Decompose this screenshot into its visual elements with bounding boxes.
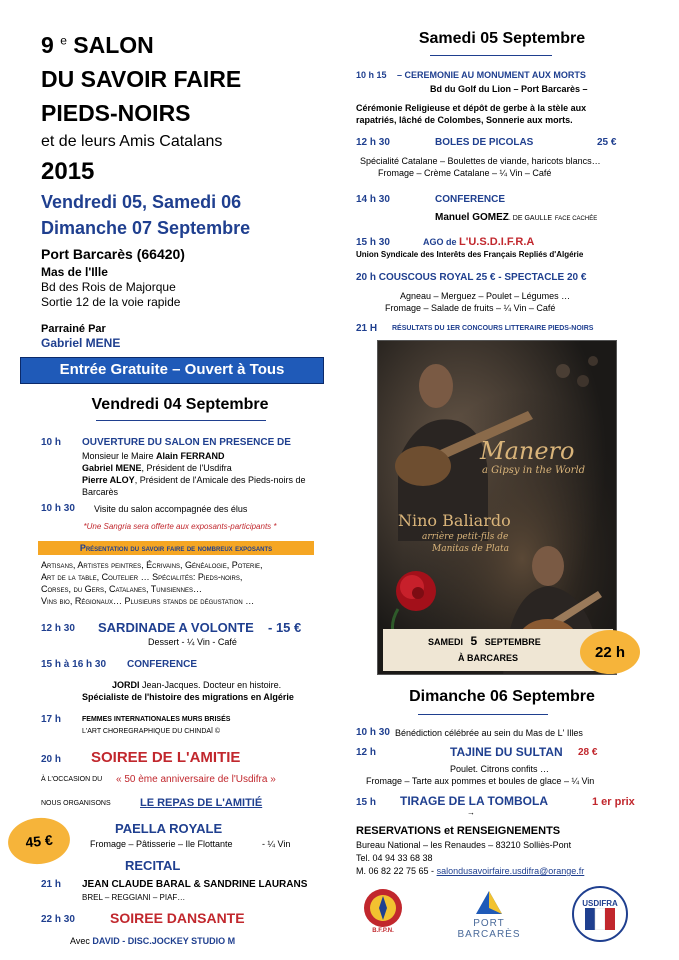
- sangria-note: *Une Sangria sera offerte aux exposants-participants *: [83, 522, 277, 531]
- recital-line-1: JEAN CLAUDE BARAL & SANDRINE LAURANS: [82, 879, 308, 890]
- venue: Mas de l'Ille: [41, 265, 108, 279]
- poster-date-strip: [383, 629, 613, 671]
- sun-blessing: Bénédiction célébrée au sein du Mas de L' Illes: [395, 728, 583, 738]
- fri-time-8: 22 h 30: [41, 914, 75, 925]
- sat-ceremony-title: – CEREMONIE AU MONUMENT AUX MORTS: [397, 70, 586, 80]
- fri-dance-line-1: FEMMES INTERNATIONALES MURS BRISÉS: [82, 716, 231, 723]
- fri-repas-amitie: LE REPAS DE L'AMITIÉ: [140, 797, 263, 809]
- dates-line-1: Vendredi 05, Samedi 06: [41, 192, 242, 212]
- sat-ceremony-line-3: rapatriés, lâché de Colombes, Sonnerie aux morts.: [356, 115, 573, 125]
- artisans-line-1: Artisans, Artistes peintres, Écrivains, Généalogie, Poterie,: [41, 560, 263, 570]
- sun-tajine-line-2: Fromage – Tarte aux pommes et boules de glace – ¼ Vin: [366, 776, 595, 786]
- artisans-line-4: Vins bio, Régionaux… Plusieurs stands de dégustation …: [41, 596, 255, 606]
- arrow-icon: →: [467, 808, 475, 817]
- contact-address: Bureau National – les Renaudes – 83210 Solliès-Pont: [356, 840, 572, 850]
- sat-ago-title: AGO de L'U.S.D.I.F.R.A: [423, 236, 535, 248]
- soiree-dansante-title: SOIREE DANSANTE: [110, 910, 245, 926]
- title-line-4: et de leurs Amis Catalans: [41, 133, 223, 150]
- sat-ceremony-line-2: Cérémonie Religieuse et dépôt de gerbe à la stèle aux: [356, 103, 587, 113]
- amicale-emblem-icon: [363, 888, 403, 928]
- presentation-banner: Présentation du savoir faire de nombreux exposants: [38, 541, 314, 555]
- paella-wine: - ¼ Vin: [262, 839, 291, 849]
- friday-divider: [96, 420, 266, 421]
- usdifra-logo: [572, 886, 628, 942]
- friday-title: Vendredi 04 Septembre: [91, 396, 269, 413]
- fri-opening-line-4: Barcarès: [82, 487, 119, 497]
- sat-conference-title: CONFERENCE: [435, 194, 506, 205]
- poster-desc-1: arrière petit-fils de: [422, 532, 509, 542]
- sat-time-3: 14 h 30: [356, 194, 390, 205]
- performer-2-head: [532, 546, 564, 586]
- sat-time-4: 15 h 30: [356, 237, 390, 248]
- artisans-line-3: Corses, du Gers, Catalanes, Tunisiennes…: [41, 584, 202, 594]
- fri-time-6: 20 h: [41, 754, 62, 765]
- sun-time-2: 12 h: [356, 747, 377, 758]
- port-barcares-logo: [450, 882, 528, 946]
- fri-time-7: 21 h: [41, 879, 62, 890]
- recital-title: RECITAL: [125, 858, 181, 873]
- sun-tombola-title: TIRAGE DE LA TOMBOLA: [400, 794, 548, 808]
- fri-time-4: 15 h à 16 h 30: [41, 659, 107, 670]
- price-badge-45: 45 €: [6, 815, 72, 867]
- paella-sub: Fromage – Pâtisserie – Ile Flottante: [90, 839, 233, 849]
- poster-place: À BARCARES: [458, 653, 519, 663]
- fri-amitie-occasion: À L'OCCASION DU: [41, 776, 103, 783]
- fri-opening-title: OUVERTURE DU SALON EN PRESENCE DE: [82, 437, 291, 448]
- contact-mobile: M. 06 82 22 75 65 - salondusavoirfaire.usdifra@orange.fr: [356, 866, 585, 876]
- poster-date: SAMEDI 5 SEPTEMBRE: [428, 634, 541, 648]
- contact-title: RESERVATIONS et RENSEIGNEMENTS: [356, 825, 561, 837]
- poster-artwork: [378, 341, 617, 675]
- fri-time-2: 10 h 30: [41, 503, 75, 514]
- fri-amitie-organise: NOUS ORGANISONS: [41, 800, 111, 807]
- guitar-body-1: [395, 446, 451, 486]
- port-barcares-emblem-icon: [472, 888, 506, 918]
- poster-desc-2: Manitas de Plata: [432, 544, 509, 554]
- sat-time-6: 21 H: [356, 323, 378, 334]
- sat-boles-line-1: Spécialité Catalane – Boulettes de viande, haricots blancs…: [360, 156, 601, 166]
- sun-tombola-prize: 1 er prix: [592, 796, 635, 808]
- fri-time-5: 17 h: [41, 714, 62, 725]
- sat-boles-line-2: Fromage – Crème Catalane – ¼ Vin – Café: [378, 168, 552, 178]
- poster-artist: Nino Baliardo: [398, 511, 511, 530]
- dj-line: Avec DAVID - DISC.JOCKEY STUDIO M: [70, 936, 236, 946]
- sponsor-label: Parrainé Par: [41, 323, 106, 335]
- fri-conference-title: CONFERENCE: [127, 659, 198, 670]
- sun-time-3: 15 h: [356, 797, 377, 808]
- fri-visit: Visite du salon accompagnée des élus: [94, 504, 248, 514]
- fri-time-1: 10 h: [41, 437, 62, 448]
- fri-opening-line-2: Gabriel MENE, Président de l'Usdifra: [82, 463, 232, 473]
- saturday-divider: [430, 55, 552, 56]
- artisans-line-2: Art de la table, Coutelier … Spécialités: Pieds-noirs,: [41, 572, 243, 582]
- sponsor-name: Gabriel MENE: [41, 336, 121, 350]
- sun-tajine-line-1: Poulet. Citrons confits …: [450, 764, 550, 774]
- title-line-2: DU SAVOIR FAIRE: [41, 66, 242, 92]
- year: 2015: [41, 158, 95, 185]
- saturday-title: Samedi 05 Septembre: [418, 30, 586, 47]
- title-line-3: PIEDS-NOIRS: [41, 100, 191, 126]
- sat-ago-line: Union Syndicale des Interêts des Français Repliés d'Algérie: [356, 250, 584, 259]
- sat-time-2: 12 h 30: [356, 137, 390, 148]
- fri-opening-line-3: Pierre ALOY, Président de l'Amicale des Pieds-noirs de: [82, 475, 306, 485]
- sun-tajine-price: 28 €: [578, 747, 598, 758]
- place: Port Barcarès (66420): [41, 246, 185, 262]
- sunday-divider: [418, 714, 548, 715]
- fri-opening-line-1: Monsieur le Maire Alain FERRAND: [82, 451, 225, 461]
- usdifra-flag-icon: [585, 908, 615, 930]
- sat-time-1: 10 h 15: [356, 70, 387, 80]
- sardinade-title: SARDINADE A VOLONTE: [98, 620, 254, 635]
- poster-subtitle: a Gipsy in the World: [482, 465, 586, 476]
- usdifra-logo-text: USDIFRA: [582, 898, 618, 908]
- fri-dance-line-2: L'ART CHOREGRAPHIQUE DU CHINDAÏ ©: [82, 728, 221, 735]
- sat-couscous-line-2: Fromage – Salade de fruits – ¼ Vin – Café: [385, 303, 556, 313]
- sat-ceremony-line-1: Bd du Golf du Lion – Port Barcarès –: [430, 84, 588, 94]
- dates-line-2: Dimanche 07 Septembre: [41, 218, 251, 238]
- fri-conference-line-1: JORDI Jean-Jacques. Docteur en histoire.: [112, 680, 282, 690]
- title-line-1: 9 $^e$ SALON: [41, 32, 154, 58]
- sat-contest-results: RÉSULTATS DU 1ER CONCOURS LITTERAIRE PIEDS-NOIRS: [392, 325, 594, 332]
- sunday-title: Dimanche 06 Septembre: [409, 688, 595, 705]
- fri-time-3: 12 h 30: [41, 623, 75, 634]
- sat-conference-line: Manuel GOMEZ. DE GAULLE FACE CACHÉE: [435, 212, 598, 223]
- sardinade-price: - 15 €: [268, 620, 302, 635]
- amicale-logo: [360, 886, 406, 936]
- sardinade-sub: Dessert - ¼ Vin - Café: [148, 637, 237, 647]
- sun-tajine-title: TAJINE DU SULTAN: [450, 745, 563, 759]
- address: Bd des Rois de Majorque: [41, 280, 176, 294]
- contact-phone: Tel. 04 94 33 68 38: [356, 853, 433, 863]
- sat-boles-title: BOLES DE PICOLAS: [435, 137, 534, 148]
- email-link[interactable]: salondusavoirfaire.usdifra@orange.fr: [436, 866, 585, 876]
- poster-title: Manero: [480, 437, 575, 465]
- fri-conference-line-2: Spécialiste de l'histoire des migrations en Algérie: [82, 692, 294, 702]
- fri-anniversary: « 50 ème anniversaire de l'Usdifra »: [116, 774, 276, 785]
- recital-line-2: BREL – REGGIANI – PIAF…: [82, 893, 186, 902]
- sat-couscous-line-1: Agneau – Merguez – Poulet – Légumes …: [400, 291, 571, 301]
- port-barcares-word-2: BARCARÈS: [457, 929, 521, 940]
- concert-poster: [377, 340, 617, 675]
- sat-couscous-title: 20 h COUSCOUS ROYAL 25 € - SPECTACLE 20 €: [356, 272, 587, 283]
- performer-1-head: [419, 364, 453, 408]
- sat-boles-price: 25 €: [597, 137, 617, 148]
- free-entry-banner: Entrée Gratuite – Ouvert à Tous: [20, 357, 324, 384]
- port-barcares-word-1: PORT: [473, 918, 505, 929]
- soiree-amitie-title: SOIREE DE L'AMITIE: [91, 749, 241, 766]
- time-badge-22h: 22 h: [580, 630, 640, 674]
- exit: Sortie 12 de la voie rapide: [41, 295, 181, 309]
- amicale-logo-caption: B.F.P.N.: [372, 928, 394, 934]
- sun-time-1: 10 h 30: [356, 727, 390, 738]
- paella-title: PAELLA ROYALE: [115, 821, 223, 836]
